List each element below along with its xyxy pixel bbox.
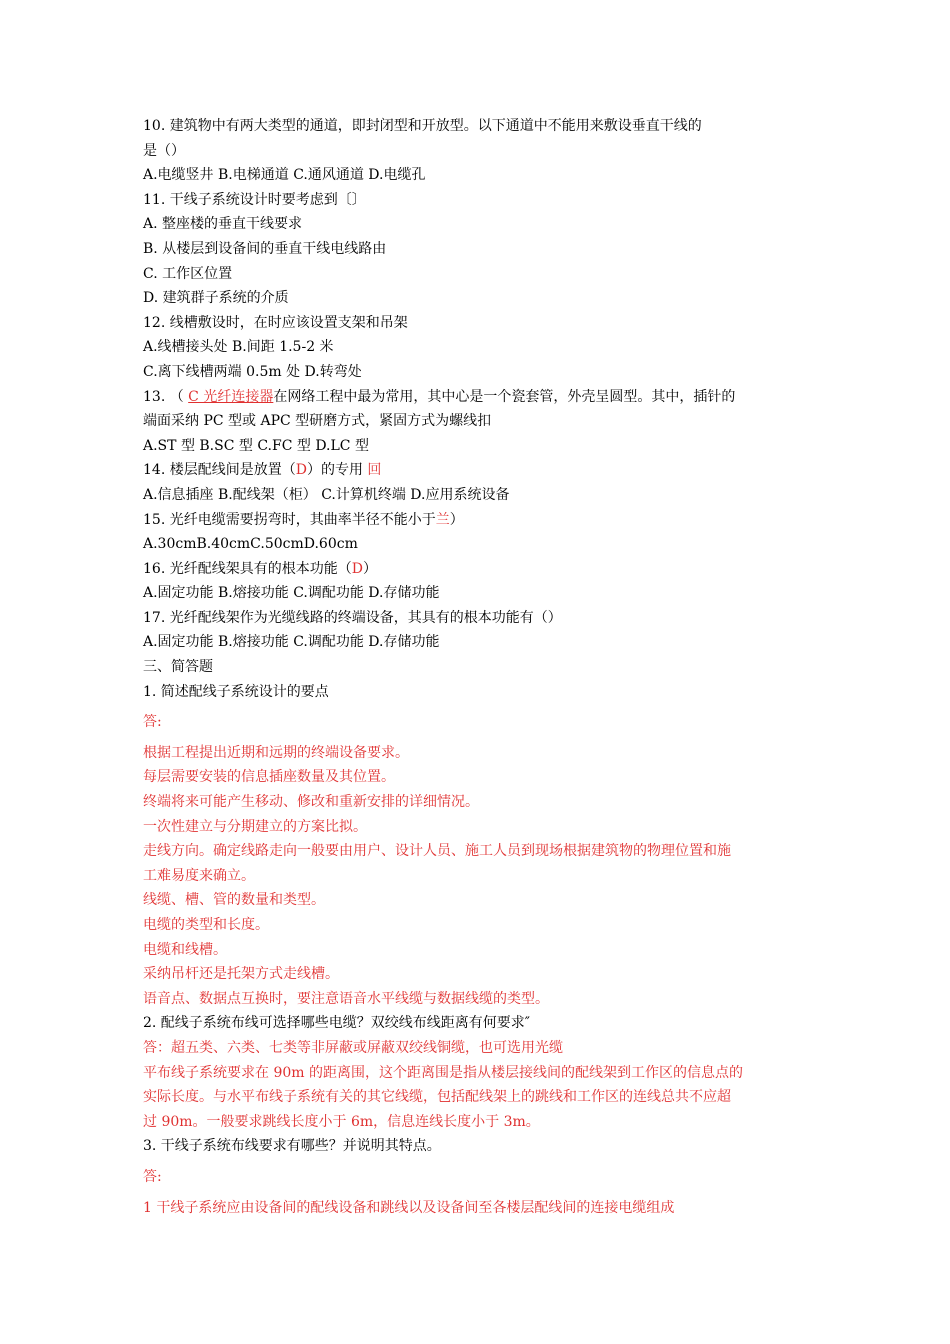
sa1-answer-line: 走线方向。确定线路走向一般要由用户、设计人员、施工人员到现场根据建筑物的物理位置和施 [143,843,731,860]
q11-option-c: C. 工作区位置 [143,265,233,282]
sa1-answer-line: 电缆和线槽。 [143,941,227,958]
sa2-answer-line: 答：超五类、六类、七类等非屏蔽或屏蔽双绞线铜缆，也可选用光缆 [143,1039,563,1056]
q11-stem: 11. 干线子系统设计时要考虑到〔〕 [143,191,366,208]
q13-answer: C 光纤连接器 [188,388,274,405]
q14-prefix: 14. 楼层配线间是放置（ [143,462,296,479]
q15-suffix: ） [449,511,464,528]
sa1-question: 1. 简述配线子系统设计的要点 [143,683,329,700]
sa2-answer-line: 实际长度。与水平布线子系统有关的其它线缆，包括配线架上的跳线和工作区的连线总共不应超 [143,1089,731,1106]
sa1-answer-line: 采纳吊杆还是托架方式走线槽。 [143,966,339,983]
q12-stem: 12. 线槽敷设时，在时应该设置支架和吊架 [143,314,408,331]
sa1-answer-line: 一次性建立与分期建立的方案比拟。 [143,818,367,835]
q13-rest: 在网络工程中最为常用，其中心是一个瓷套管，外壳呈圆型。其中，插针的 [273,388,736,405]
q15-options: A.30cmB.40cmC.50cmD.60cm [143,536,358,553]
q16-prefix: 16. 光纤配线架具有的根本功能（ [143,560,352,577]
q13-prefix: 13. （ [143,388,189,405]
q13-options: A.ST 型 B.SC 型 C.FC 型 D.LC 型 [143,437,369,454]
sa1-answer-line: 每层需要安装的信息插座数量及其位置。 [143,769,395,786]
q11-option-b: B. 从楼层到设备间的垂直干线电线路由 [143,240,387,257]
q14-options: A.信息插座 B.配线架（柜） C.计算机终端 D.应用系统设备 [143,486,510,503]
q16-stem [143,557,823,582]
sa1-answer-label: 答: [143,714,162,731]
sa3-question: 3. 干线子系统布线要求有哪些？并说明其特点。 [143,1138,441,1155]
q17-options: A.固定功能 B.熔接功能 C.调配功能 D.存储功能 [143,634,440,651]
sa1-answer-line: 线缆、槽、管的数量和类型。 [143,892,325,909]
q10-options: A.电缆竖井 B.电梯通道 C.通风通道 D.电缆孔 [143,167,426,184]
q16-suffix: ） [362,560,377,577]
q16-answer: D [351,560,363,577]
q12-options-2: C.离下线槽两端 0.5m 处 D.转弯处 [143,363,362,380]
q14-stem [143,458,823,483]
sa1-answer-line: 终端将来可能产生移动、修改和重新安排的详细情况。 [143,794,479,811]
q16-options: A.固定功能 B.熔接功能 C.调配功能 D.存储功能 [143,585,440,602]
q15-stem [143,508,823,533]
sa1-answer-line: 电缆的类型和长度。 [143,917,269,933]
sa2-question: 2. 配线子系统布线可选择哪些电缆？双绞线布线距离有何要求″ [143,1015,531,1032]
q14-mark: 回 [367,462,382,479]
q14-answer: D [295,462,307,479]
q11-option-d: D. 建筑群子系统的介质 [143,290,289,307]
sa3-answer-label: 答: [143,1168,162,1185]
q17-stem: 17. 光纤配线架作为光缆线路的终端设备，其具有的根本功能有（） [143,609,562,626]
q15-mark: 兰 [435,511,450,528]
q10-stem-line1: 10. 建筑物中有两大类型的通道，即封闭型和开放型。以下通道中不能用来敷设垂直干线的 [143,118,702,134]
q11-option-a: A. 整座楼的垂直干线要求 [143,216,303,233]
q12-options-1: A.线槽接头处 B.间距 1.5-2 米 [143,339,334,356]
sa3-answer-line: 1 干线子系统应由设备间的配线设备和跳线以及设备间至各楼层配线间的连接电缆组成 [143,1199,675,1216]
q15-prefix: 15. 光纤电缆需要拐弯时，其曲率半径不能小于 [143,511,436,528]
sa2-answer-line: 平布线子系统要求在 90m 的距离围，这个距离围是指从楼层接线间的配线架到工作区的信息点的 [143,1064,743,1081]
q10-stem-line2: 是（） [143,142,185,159]
q13-stem-line2: 端面采纳 PC 型或 APC 型研磨方式，紧固方式为螺线扣 [143,413,492,430]
section3-title: 三、简答题 [143,659,213,676]
q14-middle: ）的专用 [306,462,368,479]
sa1-answer-line: 语音点、数据点互换时，要注意语音水平线缆与数据线缆的类型。 [143,990,549,1007]
document-page [143,114,823,1220]
q13-stem-line1 [143,385,823,410]
sa1-answer-line: 根据工程提出近期和远期的终端设备要求。 [143,744,409,761]
sa1-answer-line: 工难易度来确立。 [143,867,255,884]
sa2-answer-line: 过 90m。一般要求跳线长度小于 6m，信息连线长度小于 3m。 [143,1113,540,1130]
